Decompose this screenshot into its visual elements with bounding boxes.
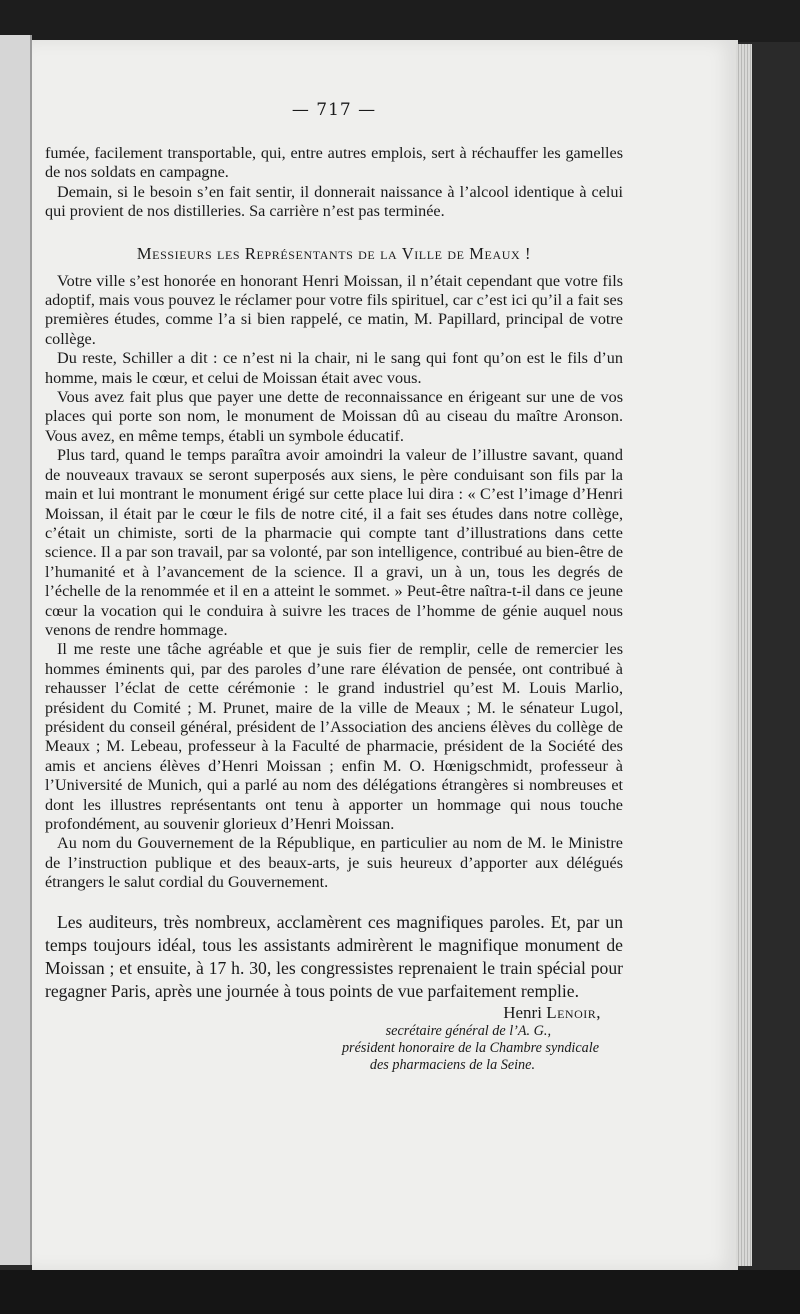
signature-last-name: Lenoir,	[546, 1002, 601, 1022]
signature-title-line: des pharmaciens de la Seine.	[369, 1056, 535, 1073]
signature-first-name: Henri	[503, 1002, 542, 1022]
paragraph: Du reste, Schiller a dit : ce n’est ni la chair, ni le sang qui font qu’on est le fils d’un homme, mais le cœur, et celui de Moissan était avec vous.	[45, 349, 623, 387]
scan-background-top	[0, 0, 800, 42]
paragraph: Au nom du Gouvernement de la République, en particulier au nom de M. le Ministre de l’instruction publique et des beaux-arts, je suis heureux d’apporter aux délégués étrangers le salut cordial du Gouvernement.	[45, 834, 623, 892]
page-content	[45, 100, 623, 1074]
signature-titles	[45, 1023, 623, 1074]
signature-name	[45, 1003, 623, 1023]
paragraph: Plus tard, quand le temps paraîtra avoir amoindri la valeur de l’illustre savant, quand de nouveaux travaux se seront superposés aux siens, le père conduisant son fils par la main et lui montrant le monument érigé sur cette place lui dira : « C’est l’image d’Henri Moissan, il était par le cœur le fils de notre cité, il a fait ses études dans notre collège, c’était un chimiste, sorti de la pharmacie qui compte tant d’illustrations dans cette science. Il a par son travail, par sa volonté, par son intelligence, contribué au bien-être de l’humanité et à l’avancement de la science. Il a gravi, un à un, tous les degrés de l’échelle de la renommée et il en a atteint le sommet. » Peut-être naîtra-t-il dans ce jeune cœur la vocation qui le conduira à suivre les traces de l’homme de génie auquel nous venons de rendre hommage.	[45, 446, 623, 639]
paragraph: Il me reste une tâche agréable et que je suis fier de remplir, celle de remercier les hommes éminents qui, par des paroles d’une rare élévation de pensée, ont contribué à rehausser l’éclat de cette cérémonie : le grand industriel qu’est M. Louis Marlio, président du Comité ; M. Prunet, maire de la ville de Meaux ; M. le sénateur Lugol, président du conseil général, président de l’Association des anciens élèves du collège de Meaux ; M. Lebeau, professeur à la Faculté de pharmacie, président de la Société des amis et anciens élèves d’Henri Moissan ; enfin M. O. Hœnigschmidt, professeur à l’Université de Munich, qui a parlé au nom des délégations étrangères si nombreuses et dont les illustres représentants ont tenu à apporter un hommage qui nous touche profondément, au souvenir glorieux d’Henri Moissan.	[45, 640, 623, 833]
paragraph: Votre ville s’est honorée en honorant Henri Moissan, il n’était cependant que votre fils adoptif, mais vous pouvez le réclamer pour votre fils spirituel, car c’est ici qu’il a fait ses premières études, comme l’a si bien rappelé, ce matin, M. Papillard, principal de votre collège.	[45, 271, 623, 348]
closing-paragraph: Les auditeurs, très nombreux, acclamèrent ces magnifiques paroles. Et, par un temps toujours idéal, tous les assistants admirèrent le magnifique monument de Moissan ; et ensuite, à 17 h. 30, les congressistes reprenaient le train spécial pour regagner Paris, après une journée à tous points de vue parfaitement remplie.	[45, 911, 623, 1001]
paragraph: fumée, facilement transportable, qui, entre autres emplois, sert à réchauffer les gamelles de nos soldats en campagne.	[45, 144, 623, 182]
page-stack-edge	[736, 44, 752, 1266]
facing-page-edge	[0, 35, 32, 1265]
paragraph: Vous avez fait plus que payer une dette de reconnaissance en érigeant sur une de vos places qui porte son nom, le monument de Moissan dû au ciseau du maître Aronson. Vous avez, en même temps, établi un symbole éducatif.	[45, 388, 623, 445]
paragraph: Demain, si le besoin s’en fait sentir, il donnerait naissance à l’alcool identique à celui qui provient de nos distilleries. Sa carrière n’est pas terminée.	[45, 182, 623, 221]
page-number: — 717 —	[291, 100, 377, 120]
scan-background-bottom	[0, 1270, 800, 1314]
signature-title-line: président honoraire de la Chambre syndicale	[341, 1039, 599, 1056]
signature-title-line: secrétaire général de l’A. G.,	[385, 1022, 551, 1039]
section-heading: Messieurs les Représentants de la Ville de Meaux !	[136, 243, 532, 263]
